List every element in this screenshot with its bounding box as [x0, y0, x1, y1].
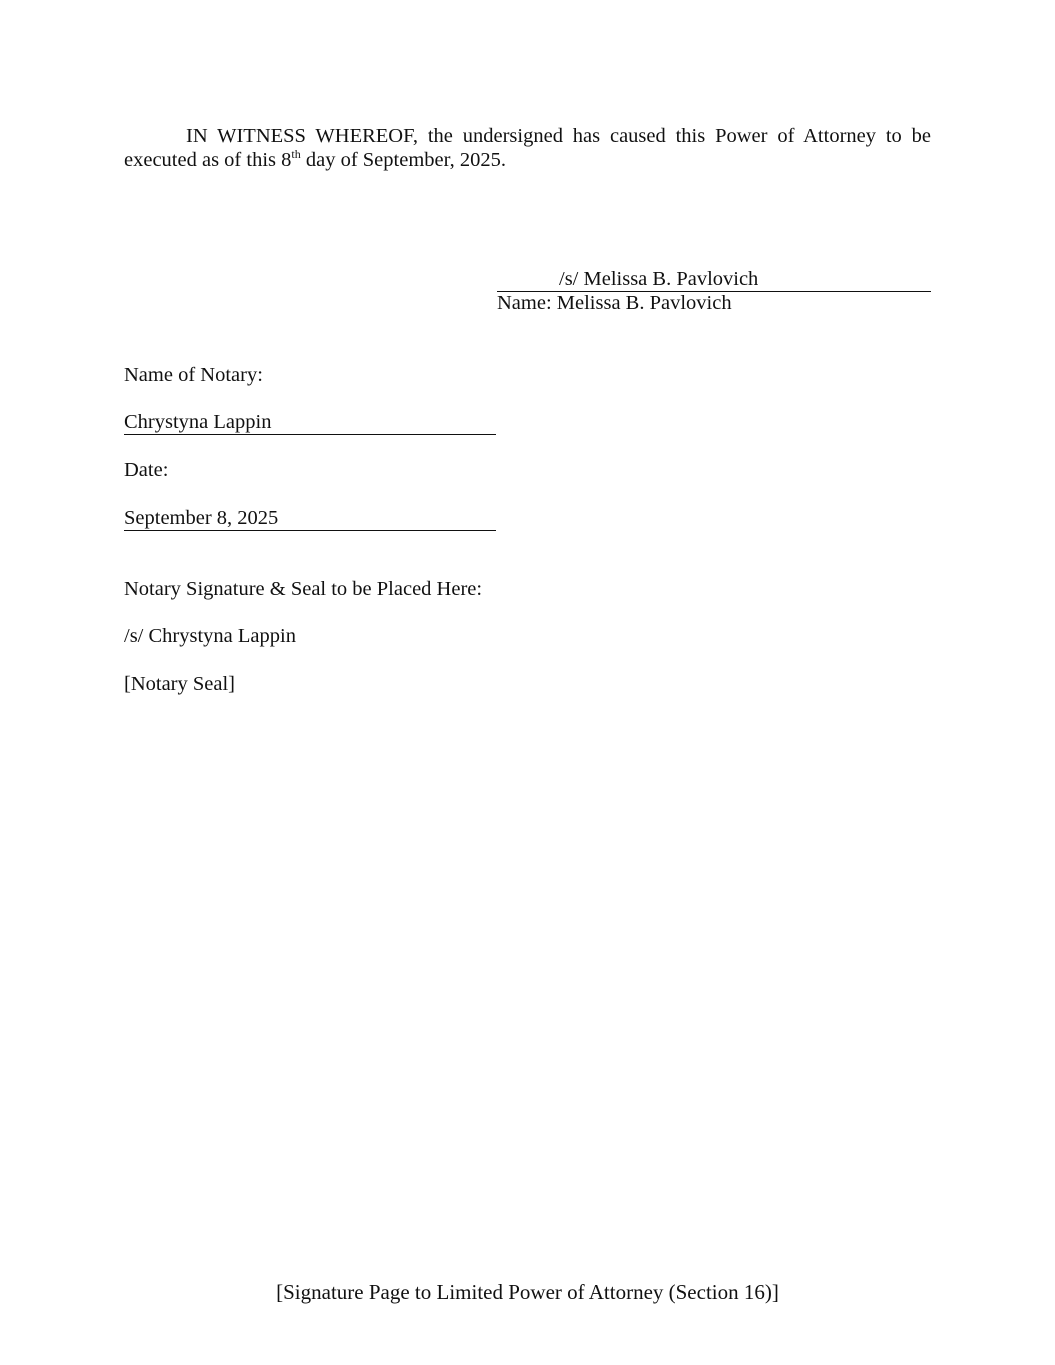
signatory-name: Name: Melissa B. Pavlovich [497, 292, 732, 314]
date-value: September 8, 2025 [124, 507, 279, 529]
date-field [124, 506, 496, 531]
page-footer: [Signature Page to Limited Power of Attorney (Section 16)] [276, 1280, 779, 1304]
notary-name-field [124, 410, 496, 435]
notary-seal: [Notary Seal] [124, 673, 235, 695]
witness-paragraph [124, 124, 931, 172]
witness-text-end: day of September, 2025. [300, 149, 506, 171]
notary-name-label: Name of Notary: [124, 364, 263, 386]
notary-name-value: Chrystyna Lappin [124, 411, 272, 433]
signature-line [497, 267, 931, 292]
witness-text: IN WITNESS WHEREOF, the undersigned has caused this Power of Attorney to be executed as of this 8 [124, 125, 931, 171]
notary-signature: /s/ Chrystyna Lappin [124, 625, 296, 647]
date-label: Date: [124, 459, 169, 481]
notary-seal-label: Notary Signature & Seal to be Placed Here: [124, 578, 483, 600]
ordinal-suffix: th [291, 147, 301, 161]
signature-value: /s/ Melissa B. Pavlovich [559, 268, 759, 290]
